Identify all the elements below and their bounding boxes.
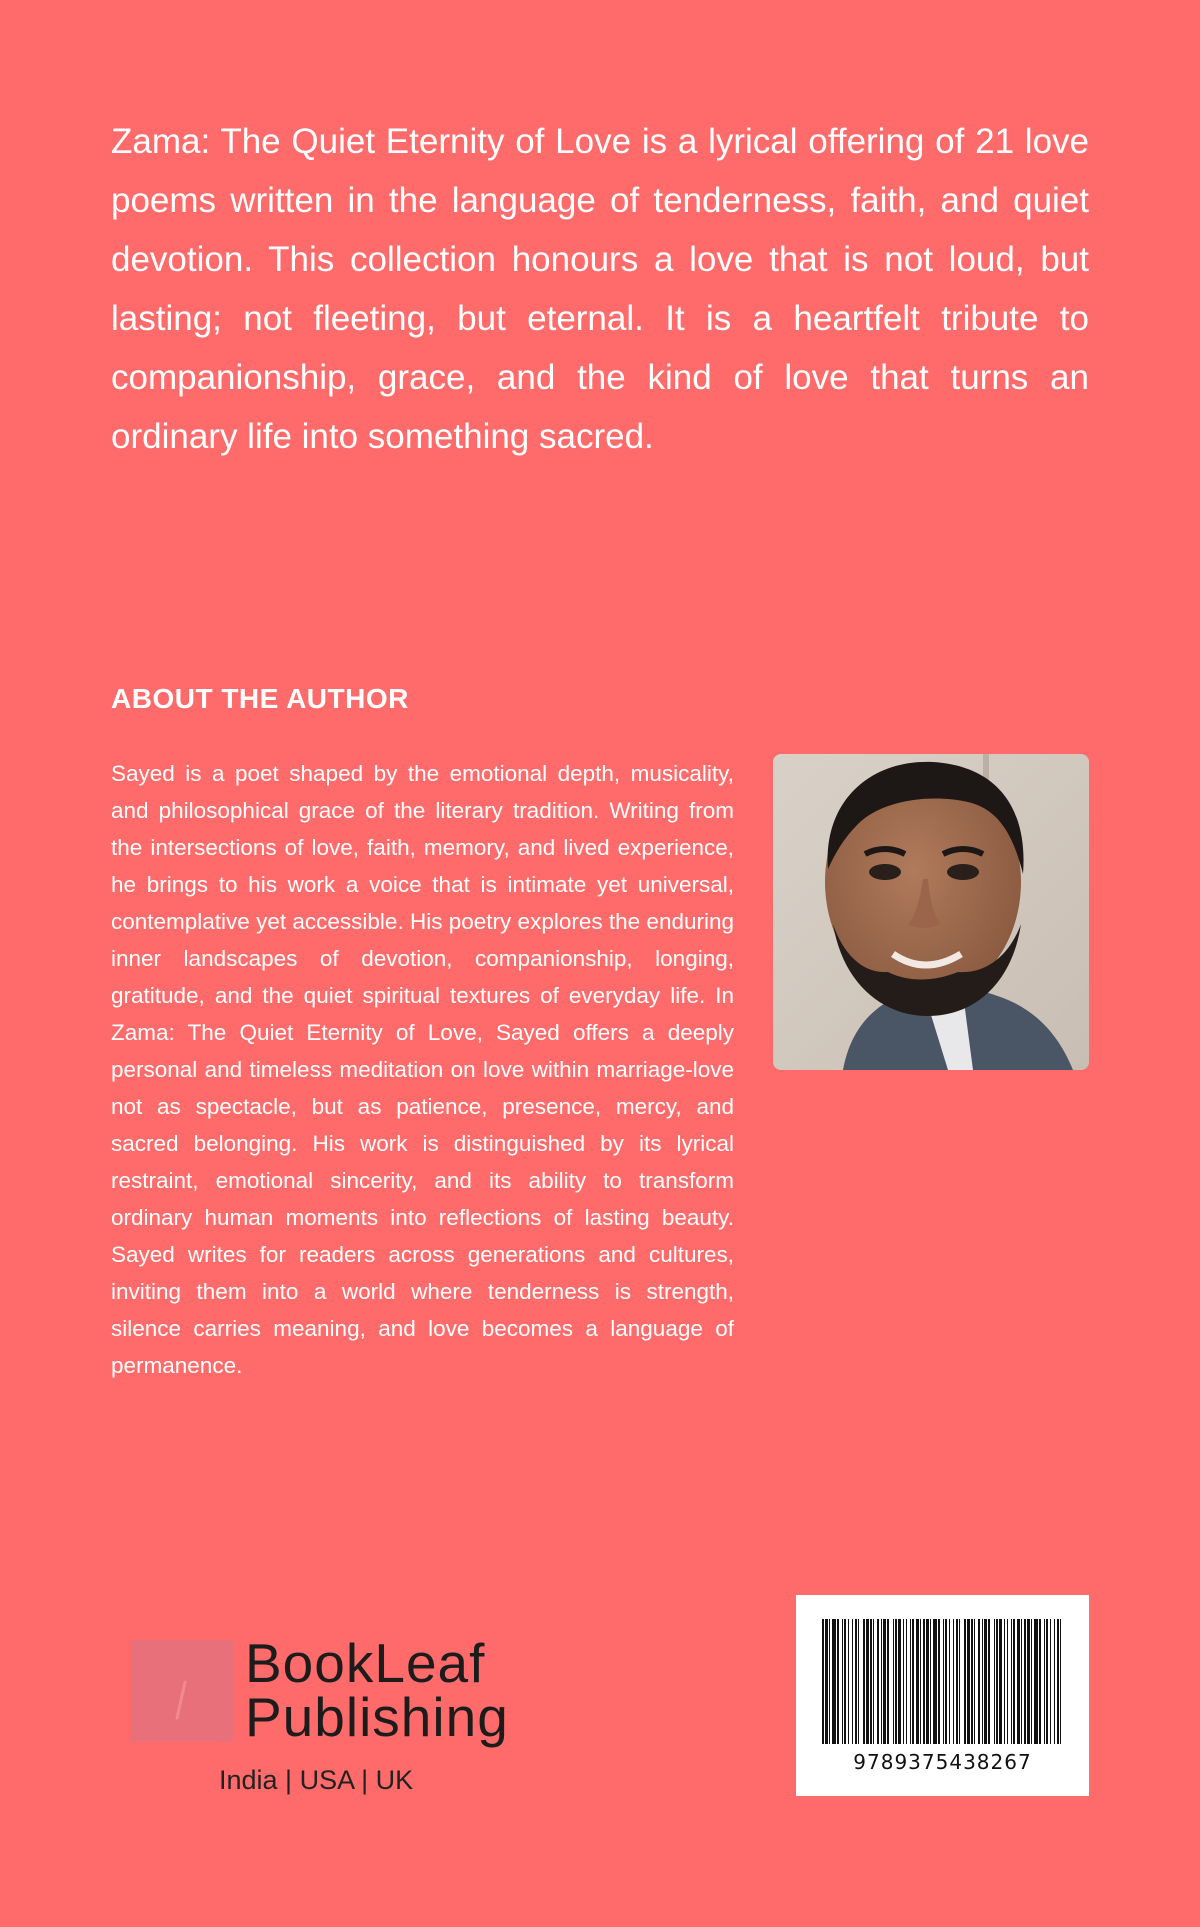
- barcode-bar: [903, 1619, 904, 1744]
- barcode-bar: [964, 1619, 966, 1744]
- barcode-bar: [898, 1619, 901, 1744]
- barcode-bar: [837, 1619, 839, 1744]
- barcode-bar: [848, 1619, 849, 1744]
- barcode-bar: [949, 1619, 950, 1744]
- barcode-bar: [978, 1619, 980, 1744]
- barcode-bar: [938, 1619, 940, 1744]
- barcode-bar: [1044, 1619, 1045, 1744]
- barcode-bar: [1004, 1619, 1005, 1744]
- publisher-name: [245, 1632, 509, 1748]
- barcode-bar: [906, 1619, 907, 1744]
- publisher-name-line1: BookLeaf: [245, 1632, 486, 1694]
- barcode-bar: [1057, 1619, 1059, 1744]
- barcode-bar: [953, 1619, 954, 1744]
- barcode-bar: [1007, 1619, 1008, 1744]
- barcode-bar: [984, 1619, 987, 1744]
- barcode-bar: [855, 1619, 857, 1744]
- barcode-bar: [999, 1619, 1002, 1744]
- barcode-bar: [863, 1619, 865, 1744]
- barcode-bar: [930, 1619, 931, 1744]
- barcode-bar: [912, 1619, 914, 1744]
- barcode-bar: [877, 1619, 879, 1744]
- barcode-bar: [959, 1619, 960, 1744]
- back-cover-blurb: Zama: The Quiet Eternity of Love is a lyrical offering of 21 love poems written in the language of tenderness, faith, and quiet devotion. This collection honours a love that is not loud, but lasting; not fleeting, but eternal. It is a heartfelt tribute to companionship, grace, and the kind of love that turns an ordinary life into something sacred.: [111, 122, 1089, 456]
- barcode-bar: [844, 1619, 846, 1744]
- barcode-bar: [881, 1619, 882, 1744]
- barcode-bar: [916, 1619, 919, 1744]
- publisher-logo-block: [131, 1632, 531, 1796]
- isbn-barcode: [796, 1595, 1089, 1796]
- barcode-bar: [971, 1619, 973, 1744]
- barcode-bar: [842, 1619, 843, 1744]
- barcode-bar: [923, 1619, 925, 1744]
- barcode-bar: [822, 1619, 824, 1744]
- barcode-bar: [1060, 1619, 1061, 1744]
- publisher-regions: India | USA | UK: [219, 1765, 414, 1795]
- barcode-bar: [829, 1619, 830, 1744]
- barcode-bar: [1013, 1619, 1015, 1744]
- barcode-bar: [858, 1619, 859, 1744]
- barcode-bar: [895, 1619, 897, 1744]
- barcode-bar: [1021, 1619, 1022, 1744]
- barcode-bar: [887, 1619, 889, 1744]
- barcode-bar: [1054, 1619, 1055, 1744]
- leaf-slash-icon: [131, 1640, 233, 1742]
- barcode-bar: [893, 1619, 894, 1744]
- barcode-bar: [870, 1619, 872, 1744]
- barcode-bar: [1011, 1619, 1012, 1744]
- barcode-bar: [945, 1619, 947, 1744]
- barcode-bar: [1034, 1619, 1038, 1744]
- barcode-bar: [910, 1619, 911, 1744]
- barcode-bar: [982, 1619, 983, 1744]
- barcode-bar: [933, 1619, 937, 1744]
- barcode-bar: [996, 1619, 998, 1744]
- barcode-bar: [1039, 1619, 1041, 1744]
- barcode-bar: [926, 1619, 929, 1744]
- barcode-bar: [1024, 1619, 1026, 1744]
- about-author-heading: ABOUT THE AUTHOR: [111, 683, 409, 714]
- barcode-bar: [920, 1619, 921, 1744]
- barcode-bar: [866, 1619, 869, 1744]
- barcode-bar: [1017, 1619, 1020, 1744]
- barcode-bar: [1050, 1619, 1051, 1744]
- barcode-bar: [974, 1619, 975, 1744]
- barcode-bar: [967, 1619, 970, 1744]
- publisher-name-line2: Publishing: [245, 1686, 509, 1748]
- author-bio: Sayed is a poet shaped by the emotional depth, musicality, and philosophical grace of the literary tradition. Writing from the intersections of love, faith, memory, and lived experience, he brings to his work a voice that is intimate yet universal, contemplative yet accessible. His poetry explores the enduring inner landscapes of devotion, companionship, longing, gratitude, and the quiet spiritual textures of everyday life. In Zama: The Quiet Eternity of Love, Sayed offers a deeply personal and timeless meditation on love within marriage-love not as spectacle, but as patience, presence, mercy, and sacred belonging. His work is distinguished by its lyrical restraint, emotional sincerity, and its ability to transform ordinary human moments into reflections of lasting beauty. Sayed writes for readers across generations and cultures, inviting them into a world where tenderness is strength, silence carries meaning, and love becomes a language of permanence.: [111, 761, 734, 1378]
- barcode-bar: [852, 1619, 853, 1744]
- author-photo: [773, 754, 1089, 1070]
- barcode-bar: [883, 1619, 886, 1744]
- barcode-bar: [1027, 1619, 1030, 1744]
- barcode-bar: [1046, 1619, 1048, 1744]
- barcode-bar: [988, 1619, 990, 1744]
- barcode-bar: [825, 1619, 828, 1744]
- barcode-bar: [832, 1619, 836, 1744]
- barcode-bar: [873, 1619, 874, 1744]
- barcode-bar: [994, 1619, 995, 1744]
- barcode-bar: [943, 1619, 944, 1744]
- barcode-bars: [820, 1619, 1065, 1744]
- isbn-number: 9789375438267: [853, 1750, 1032, 1774]
- barcode-bar: [1031, 1619, 1032, 1744]
- barcode-bar: [956, 1619, 958, 1744]
